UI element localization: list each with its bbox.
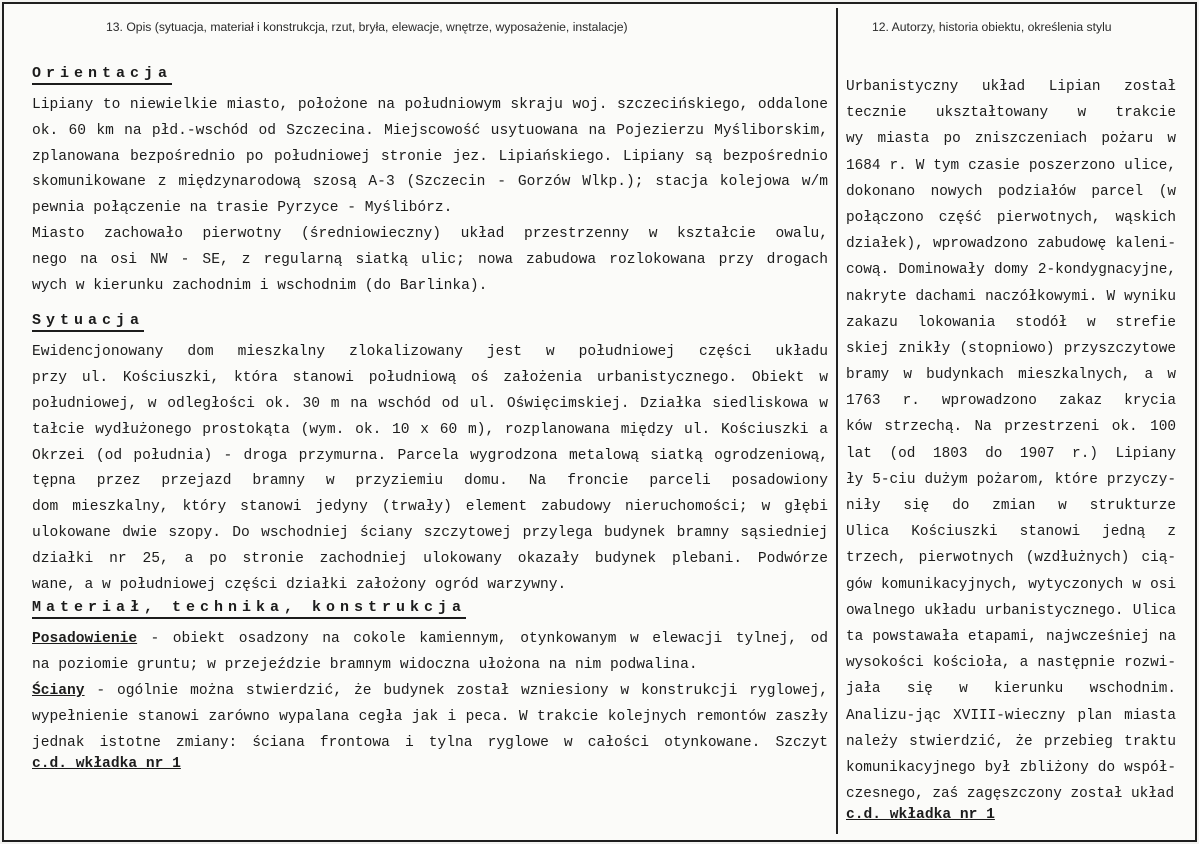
history-line: czesnego, zaś zagęszczony został układ	[846, 786, 1175, 803]
orientacja-text	[32, 93, 828, 299]
text-line: skomunikowane z międzynarodową szosą A-3 (Szczecin - Gorzów Wlkp.); stacja kolejowa w/m	[32, 174, 828, 191]
continuation-note-right: c.d. wkładka nr 1	[846, 807, 995, 824]
continuation-note-left: c.d. wkładka nr 1	[32, 756, 181, 773]
text-line: tępna przez przejazd bramny w przyziemiu domu. Na froncie parceli posadowiony	[32, 473, 828, 490]
text-line: wypełnienie stanowi zarówno wypalana cegła jak i peca. W trakcie kolejnych remontów zaszły	[32, 708, 828, 725]
text-line: pewnia połączenie na trasie Pyrzyce - Myślibórz.	[32, 200, 453, 217]
text-line: ulokowane dwie szopy. Do wschodniej ściany szczytowej przylega budynek bramny sąsiedniej	[32, 524, 828, 541]
history-line: Analizu-jąc XVIII-wieczny plan miasta	[846, 707, 1176, 724]
text-line: ok. 60 km na płd.-wschód od Szczecina. Miejscowość usytuowana na Pojezierzu Myśliborskim,	[32, 122, 828, 139]
history-line: Urbanistyczny układ Lipian został	[846, 79, 1176, 95]
column-divider	[836, 8, 838, 834]
history-line: lat (od 1803 do 1907 r.) Lipiany	[846, 445, 1176, 462]
section-title-orientacja: Orientacja	[32, 65, 172, 85]
text-line: wane, a w południowej części działki założony ogród warzywny.	[32, 576, 567, 593]
history-line: zakazu lokowania stodół w strefie	[846, 314, 1176, 331]
history-line: trzech, pierwotnych (wzdłużnych) cią-	[846, 550, 1176, 567]
history-line: komunikacyjnego był zbliżony do współ-	[846, 759, 1176, 776]
posadowienie-label: Posadowienie	[32, 631, 138, 648]
text-line: Miasto zachowało pierwotny (średniowieczny) układ przestrzenny w kształcie owalu,	[32, 225, 828, 242]
description-column	[32, 64, 828, 772]
history-line: 1763 r. wprowadzono zakaz krycia	[846, 393, 1176, 410]
header-history: 12. Autorzy, historia obiektu, określenia stylu	[872, 20, 1112, 34]
history-line: ta powstawała etapami, najwcześniej na	[846, 628, 1176, 645]
history-column	[846, 74, 1176, 823]
history-line: skiej znikły (stopniowo) przyszczytowe	[846, 340, 1176, 357]
history-line: działek), wprowadzono zabudowę kaleni-	[846, 236, 1176, 253]
text-line: na poziomie gruntu; w przejeździe bramnym widoczna ułożona na nim podwalina.	[32, 657, 698, 674]
history-line: należy stwierdzić, że przebieg traktu	[846, 733, 1176, 750]
text-line: działki nr 25, a po stronie zachodniej ulokowany okazały budynek plebani. Podwórze	[32, 550, 828, 567]
history-line: połączono część pierwotnych, wąskich	[846, 209, 1176, 226]
sciany-label: Ściany	[32, 682, 85, 699]
posadowienie-text: - obiekt osadzony na cokole kamiennym, otynkowanym w elewacji tylnej, od	[150, 631, 828, 648]
history-line: niły się do zmian w strukturze	[846, 498, 1176, 514]
history-line: gów komunikacyjnych, wytyczonych w osi	[846, 576, 1176, 593]
section-title-material: Materiał, technika, konstrukcja	[32, 599, 466, 619]
section-title-sytuacja: Sytuacja	[32, 312, 144, 332]
text-line: zplanowana bezpośrednio po południowej stronie jez. Lipiańskiego. Lipiany są bezpośrednio	[32, 148, 828, 165]
history-line: tecznie ukształtowany w trakcie	[846, 105, 1176, 122]
text-line	[32, 679, 828, 705]
history-line: ły 5-ciu dużym pożarom, które przyczy-	[846, 471, 1176, 488]
text-line: Lipiany to niewielkie miasto, położone na południowym skraju woj. szczecińskiego, oddalone	[32, 97, 828, 113]
text-line: tałcie wydłużonego prostokąta (wym. ok. 10 x 60 m), rozplanowana między ul. Kościuszki a	[32, 421, 828, 438]
text-line: Ewidencjonowany dom mieszkalny zlokalizowany jest w południowej części układu	[32, 344, 828, 361]
history-line: 1684 r. W tym czasie poszerzono ulice,	[846, 157, 1176, 174]
sytuacja-text	[32, 340, 828, 598]
history-line: Ulica Kościuszki stanowi jedną z	[846, 524, 1176, 541]
material-text	[32, 627, 828, 772]
history-line: ków strzechą. Na przestrzeni ok. 100	[846, 419, 1176, 436]
text-line: południowej, w odległości ok. 30 m na wschód od ul. Oświęcimskiej. Działka siedliskowa w	[32, 395, 828, 412]
text-line: nego na osi NW - SE, z regularną siatką ulic; nowa zabudowa rozlokowana przy drogach	[32, 251, 828, 268]
text-line: Okrzei (od południa) - droga przymurna. Parcela wygrodzona metalową siatką ogrodzeniową,	[32, 447, 828, 464]
history-line: wy miasta po zniszczeniach pożaru w	[846, 131, 1176, 148]
history-line: cową. Dominowały domy 2-kondygnacyjne,	[846, 262, 1176, 279]
history-line: nakryte dachami naczółkowymi. W wyniku	[846, 288, 1176, 305]
text-line	[32, 627, 828, 653]
history-line: jała się w kierunku wschodnim.	[846, 681, 1176, 698]
text-line: jednak istotne zmiany: ściana frontowa i tylna ryglowe w całości otynkowane. Szczyt	[32, 734, 828, 751]
history-line: wysokości kościoła, a następnie rozwi-	[846, 655, 1176, 672]
text-line: przy ul. Kościuszki, która stanowi południową oś założenia urbanistycznego. Obiekt w	[32, 370, 828, 387]
history-line: dokonano nowych podziałów parcel (w	[846, 183, 1176, 200]
sciany-text: - ogólnie można stwierdzić, że budynek został wzniesiony w konstrukcji ryglowej,	[84, 682, 828, 699]
history-line: bramy w budynkach mieszkalnych, a w	[846, 367, 1176, 384]
text-line: wych w kierunku zachodnim i wschodnim (do Barlinka).	[32, 277, 488, 294]
text-line: dom mieszkalny, który stanowi jedyny (trwały) element zabudowy nieruchomości; w głębi	[32, 499, 828, 516]
history-line: owalnego układu urbanistycznego. Ulica	[846, 602, 1176, 619]
header-description: 13. Opis (sytuacja, materiał i konstrukcja, rzut, bryła, elewacje, wnętrze, wyposażenie, instalacje)	[106, 20, 628, 34]
